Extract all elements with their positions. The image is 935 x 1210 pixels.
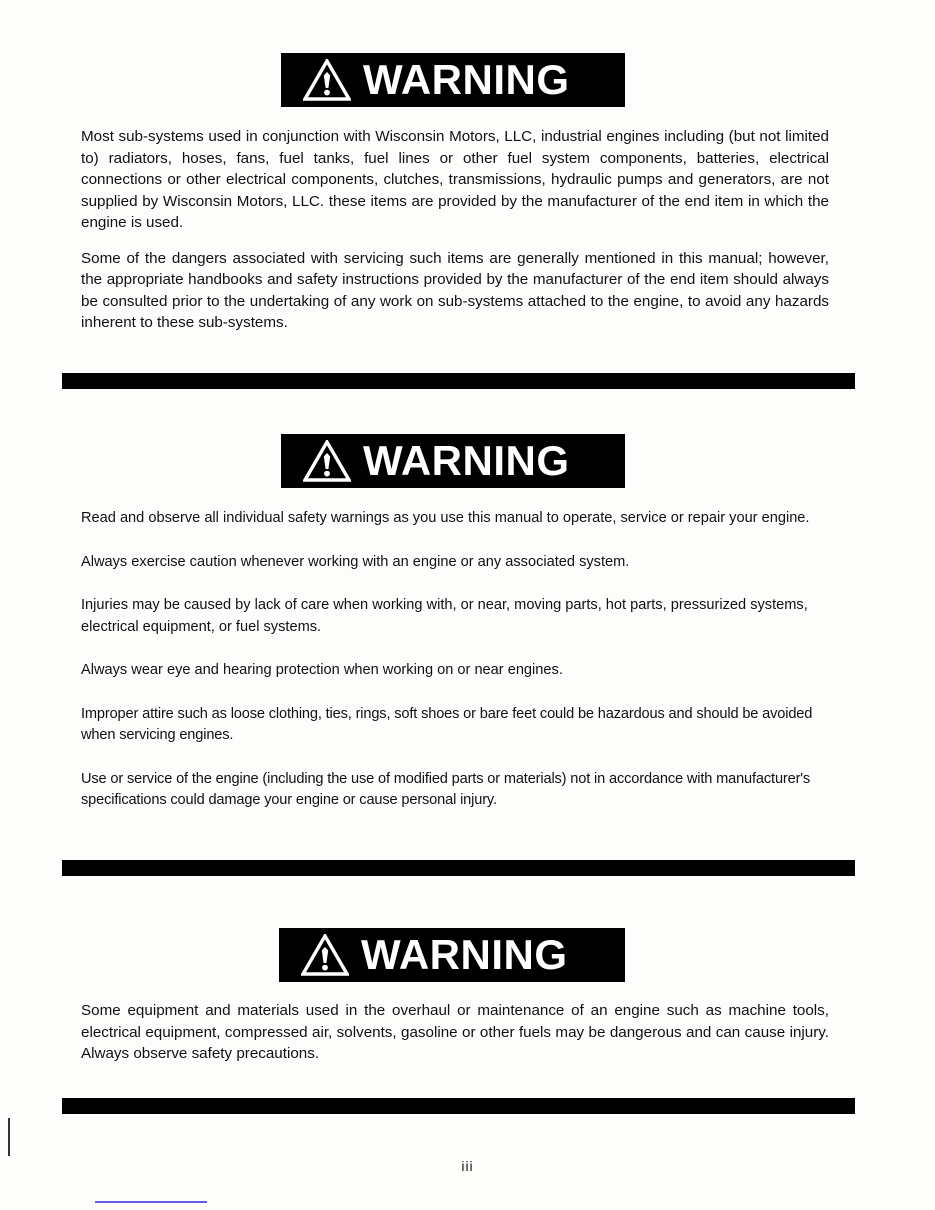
paragraph: Read and observe all individual safety warnings as you use this manual to operate, service or repair your engine.	[81, 510, 810, 526]
paragraph: Most sub-systems used in conjunction with Wisconsin Motors, LLC, industrial engines including (but not limited to) radiators, hoses, fans, fuel tanks, fuel lines or other fuel system components, batteries, electrical connections or other electrical components, clutches, transmissions, hydraulic pumps and generators, are not supplied by Wisconsin Motors, LLC. these items are provided by the manufacturer of the end item in which the engine is used.	[81, 128, 829, 231]
warning-triangle-exclamation-icon	[303, 440, 351, 482]
warning-triangle-exclamation-icon	[303, 59, 351, 101]
section-divider-3	[62, 1098, 855, 1114]
warning-banner-label-1: WARNING	[363, 56, 570, 103]
paragraph: Always wear eye and hearing protection when working on or near engines.	[81, 662, 563, 678]
warning-banner-3	[279, 928, 625, 982]
warning-body-1	[81, 126, 829, 334]
paragraph: Always exercise caution whenever working with an engine or any associated system.	[81, 553, 630, 570]
paragraph: Some of the dangers associated with servicing such items are generally mentioned in this manual; however, the appropriate handbooks and safety instructions provided by the manufacturer of the end item should always be consulted prior to the undertaking of any work on sub-systems attached to the engine, to avoid any hazards inherent to these sub-systems.	[81, 249, 829, 331]
section-divider-1	[62, 373, 855, 389]
warning-body-2	[81, 508, 829, 812]
warning-banner-label-2: WARNING	[363, 437, 570, 484]
section-divider-2	[62, 860, 855, 876]
warning-triangle-exclamation-icon	[301, 934, 349, 976]
page-number: iii	[461, 1158, 474, 1174]
warning-body-3	[81, 1000, 829, 1065]
warning-banner-label-3: WARNING	[361, 931, 568, 978]
paragraph: Use or service of the engine (including the use of modified parts or materials) not in accordance with manufacturer's specifications could damage your engine or cause personal injury.	[81, 770, 811, 808]
paragraph: Injuries may be caused by lack of care when working with, or near, moving parts, hot parts, pressurized systems, electrical equipment, or fuel systems.	[81, 597, 808, 635]
scan-artifact-vertical-line	[8, 1118, 10, 1156]
paragraph: Improper attire such as loose clothing, ties, rings, soft shoes or bare feet could be hazardous and should be avoided when servicing engines.	[81, 705, 813, 743]
warning-banner-2	[281, 434, 625, 488]
warning-banner-1	[281, 53, 625, 107]
paragraph: Some equipment and materials used in the overhaul or maintenance of an engine such as machine tools, electrical equipment, compressed air, solvents, gasoline or other fuels may be dangerous and can cause injury. Always observe safety precautions.	[81, 1002, 829, 1062]
scan-artifact-blue-line	[95, 1201, 207, 1203]
